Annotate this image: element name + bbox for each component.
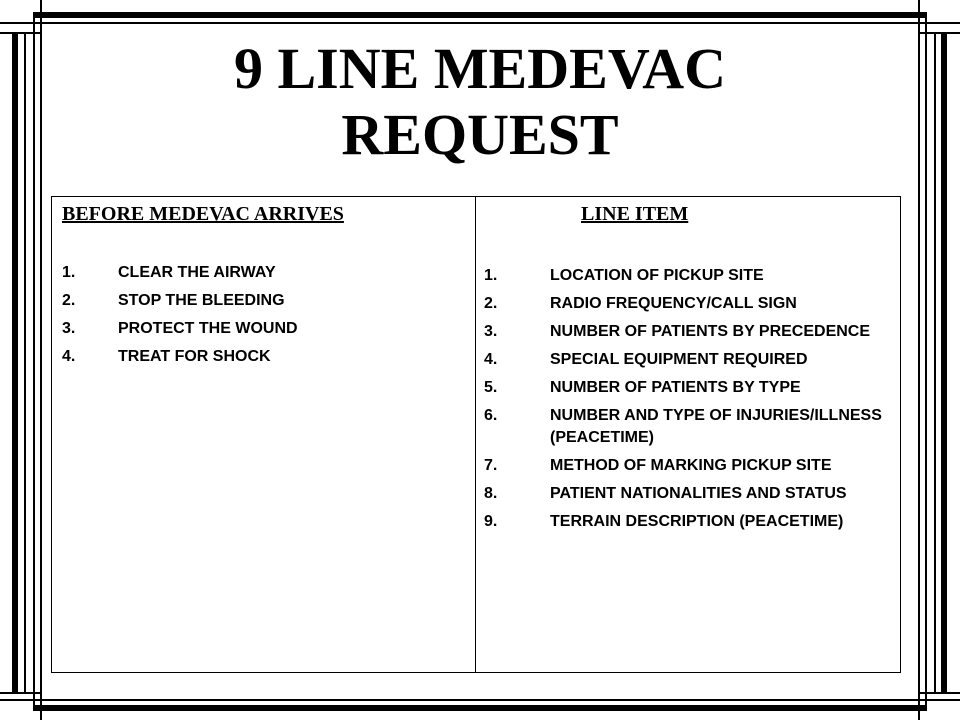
title-line-2: REQUEST: [341, 102, 619, 167]
item-number: 6.: [484, 407, 498, 424]
line-item-panel: [475, 196, 901, 673]
frame-corner-br-h2: [925, 699, 960, 701]
item-number: 4.: [62, 348, 76, 365]
list-item: [484, 377, 894, 399]
frame-outer-left-bar: [12, 32, 18, 694]
item-text: SPECIAL EQUIPMENT REQUIRED: [550, 351, 808, 368]
frame-corner-tr-h2: [925, 22, 960, 24]
frame-top-bar-inner: [33, 22, 926, 24]
list-item: [484, 293, 894, 315]
frame-corner-tl-h: [0, 32, 42, 34]
frame-corner-tr-h: [918, 32, 960, 34]
item-text: LOCATION OF PICKUP SITE: [550, 267, 764, 284]
frame-bottom-bar-outer: [33, 705, 926, 711]
item-text: CLEAR THE AIRWAY: [118, 264, 276, 281]
frame-corner-bl-h: [0, 692, 42, 694]
list-item: [62, 319, 467, 339]
item-text: METHOD OF MARKING PICKUP SITE: [550, 457, 832, 474]
item-text: STOP THE BLEEDING: [118, 292, 285, 309]
item-number: 2.: [62, 292, 76, 309]
item-text: RADIO FREQUENCY/CALL SIGN: [550, 295, 797, 312]
item-number: 8.: [484, 485, 498, 502]
line-item-heading: LINE ITEM: [581, 203, 689, 225]
list-item: [484, 321, 894, 343]
item-number: 1.: [484, 267, 498, 284]
before-medevac-panel: [51, 196, 476, 673]
line-item-list: [484, 265, 894, 539]
item-text: PATIENT NATIONALITIES AND STATUS: [550, 485, 847, 502]
item-text: NUMBER OF PATIENTS BY PRECEDENCE: [550, 323, 871, 340]
item-number: 4.: [484, 351, 498, 368]
frame-inner-left-line-1: [24, 32, 26, 694]
title-line-1: 9 LINE MEDEVAC: [233, 36, 726, 101]
frame-inner-right-line-1: [934, 32, 936, 694]
item-number: 7.: [484, 457, 498, 474]
frame-corner-bl-h2: [0, 699, 35, 701]
list-item: [484, 483, 894, 505]
frame-corner-br-h: [918, 692, 960, 694]
before-medevac-list: [62, 263, 467, 375]
item-text: NUMBER AND TYPE OF INJURIES/ILLNESS (PEACETIME): [550, 407, 882, 446]
frame-inner-left-line-2: [33, 12, 35, 711]
item-number: 1.: [62, 264, 76, 281]
item-text: NUMBER OF PATIENTS BY TYPE: [550, 379, 801, 396]
item-number: 9.: [484, 513, 498, 530]
frame-inner-left-line-3: [40, 0, 42, 720]
item-number: 2.: [484, 295, 498, 312]
page-title: [140, 36, 820, 168]
list-item: [484, 455, 894, 477]
frame-inner-right-line-2: [925, 12, 927, 711]
item-number: 3.: [62, 320, 76, 337]
item-text: PROTECT THE WOUND: [118, 320, 298, 337]
frame-top-bar-outer: [33, 12, 926, 18]
frame-outer-right-bar: [941, 32, 947, 694]
frame-inner-right-line-3: [918, 0, 920, 720]
list-item: [62, 347, 467, 367]
item-number: 5.: [484, 379, 498, 396]
list-item: [484, 265, 894, 287]
before-medevac-heading: BEFORE MEDEVAC ARRIVES: [62, 203, 344, 225]
list-item: [62, 291, 467, 311]
list-item: [484, 349, 894, 371]
list-item: [62, 263, 467, 283]
item-number: 3.: [484, 323, 498, 340]
item-text: TREAT FOR SHOCK: [118, 348, 271, 365]
item-text: TERRAIN DESCRIPTION (PEACETIME): [550, 513, 844, 530]
list-item: [484, 511, 894, 533]
list-item: [484, 405, 894, 449]
frame-corner-tl-h2: [0, 22, 35, 24]
frame-bottom-bar-inner: [33, 699, 926, 701]
